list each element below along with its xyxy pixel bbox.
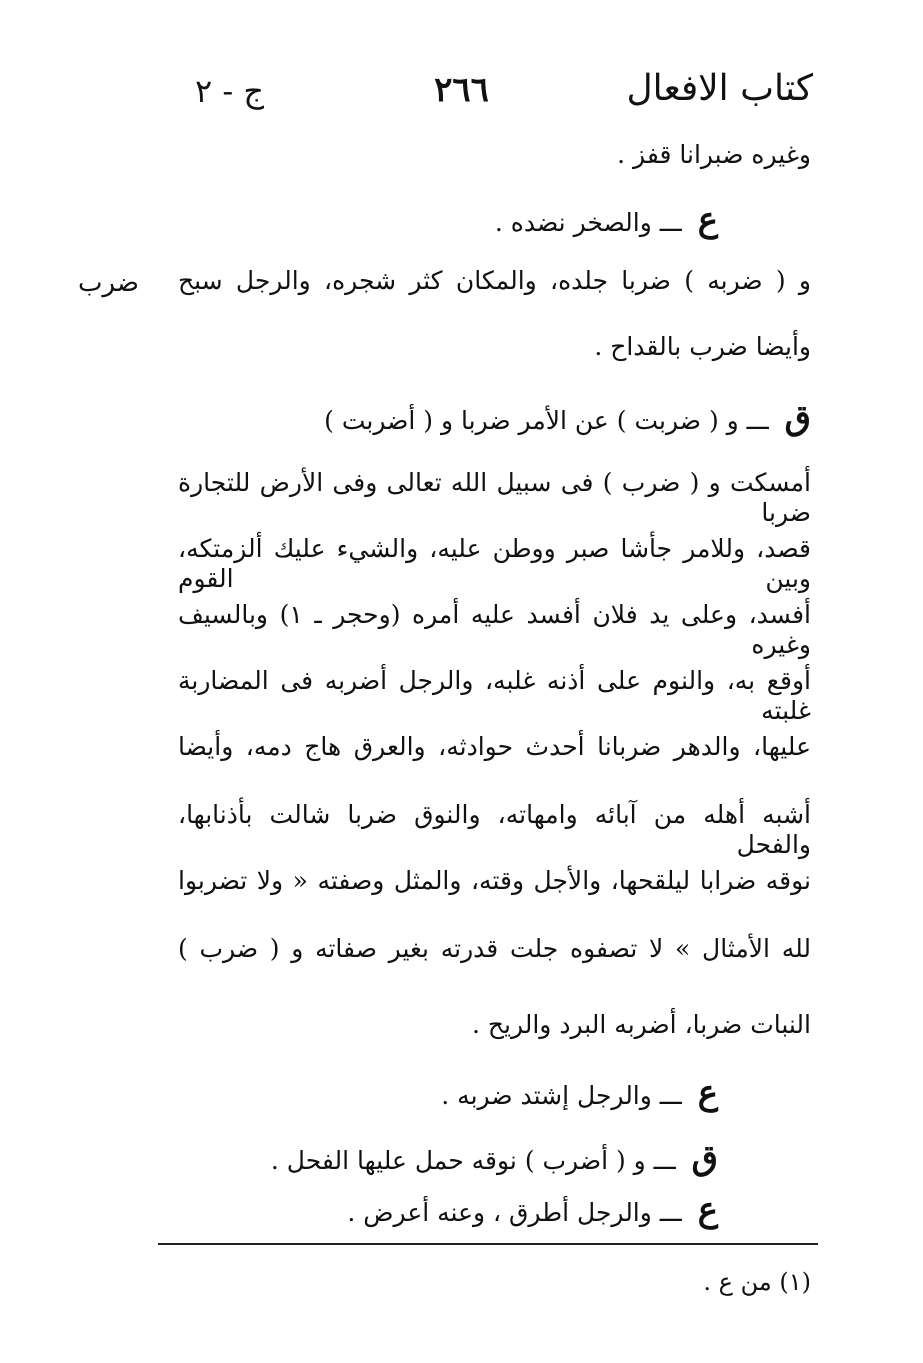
text-line <box>178 266 811 300</box>
line-text: و ( ضربه ) ضربا جلده، والمكان كثر شجره، والرجل سبح <box>178 266 811 295</box>
text-line <box>178 600 811 659</box>
text-line <box>617 140 811 170</box>
line-text: أشبه أهله من آبائه وامهاته، والنوق ضربا شالت بأذنابها، والفحل <box>178 800 811 859</box>
text-line <box>594 332 811 362</box>
footnote: (١) من ع . <box>703 1268 811 1296</box>
text-line <box>178 934 811 968</box>
source-siglum: ق <box>784 398 811 438</box>
volume-label: ج - ٢ <box>195 72 264 110</box>
page-number: ٢٦٦ <box>434 70 489 110</box>
text-line <box>324 398 811 439</box>
source-siglum: ع <box>697 200 718 240</box>
line-text: عليها، والدهر ضربانا أحدث حوادثه، والعرق هاج دمه، وأيضا <box>178 732 811 761</box>
text-line <box>441 1073 718 1114</box>
text-line <box>472 1010 811 1040</box>
line-text: ـــ والرجل أطرق ، وعنه أعرض . <box>347 1198 682 1227</box>
line-text: لله الأمثال » لا تصفوه جلت قدرته بغير صفاته و ( ضرب ) <box>178 934 811 963</box>
source-siglum: ع <box>697 1190 718 1230</box>
text-line <box>178 732 811 766</box>
line-text: ـــ و ( أضرب ) نوقه حمل عليها الفحل . <box>270 1146 676 1175</box>
line-text: أفسد، وعلى يد فلان أفسد عليه أمره (وحجر ـ ١) وبالسيف وغيره <box>178 600 811 659</box>
line-text: ـــ والصخر نضده . <box>494 208 682 237</box>
line-text: نوقه ضرابا ليلقحها، والأجل وقته، والمثل وصفته « ولا تضربوا <box>178 866 811 895</box>
line-text: وغيره ضبرانا قفز . <box>617 140 811 169</box>
line-text: أمسكت و ( ضرب ) فى سبيل الله تعالى وفى الأرض للتجارة ضربا <box>178 468 811 527</box>
line-text: ـــ والرجل إشتد ضربه . <box>441 1081 682 1110</box>
source-siglum: ق <box>691 1138 718 1178</box>
line-text: قصد، وللامر جأشا صبر ووطن عليه، والشيء عليك ألزمتكه، وبين القوم <box>178 534 811 593</box>
line-text: النبات ضربا، أضربه البرد والريح . <box>471 1010 811 1039</box>
line-text: ـــ و ( ضربت ) عن الأمر ضربا و ( أضربت ) <box>324 406 769 435</box>
text-line <box>178 666 811 725</box>
book-title: كتاب الافعال <box>626 68 813 109</box>
text-line <box>178 468 811 527</box>
text-line <box>178 800 811 859</box>
line-text: أوقع به، والنوم على أذنه غلبه، والرجل أضربه فى المضاربة غلبته <box>178 666 811 725</box>
text-line <box>178 866 811 900</box>
margin-note: ضرب <box>78 268 139 298</box>
text-line <box>178 534 811 593</box>
footnote-divider <box>158 1243 818 1245</box>
line-text: وأيضا ضرب بالقداح . <box>594 332 811 361</box>
text-line <box>271 1138 718 1179</box>
text-line <box>495 200 718 241</box>
text-line <box>347 1190 718 1231</box>
source-siglum: ع <box>697 1073 718 1113</box>
